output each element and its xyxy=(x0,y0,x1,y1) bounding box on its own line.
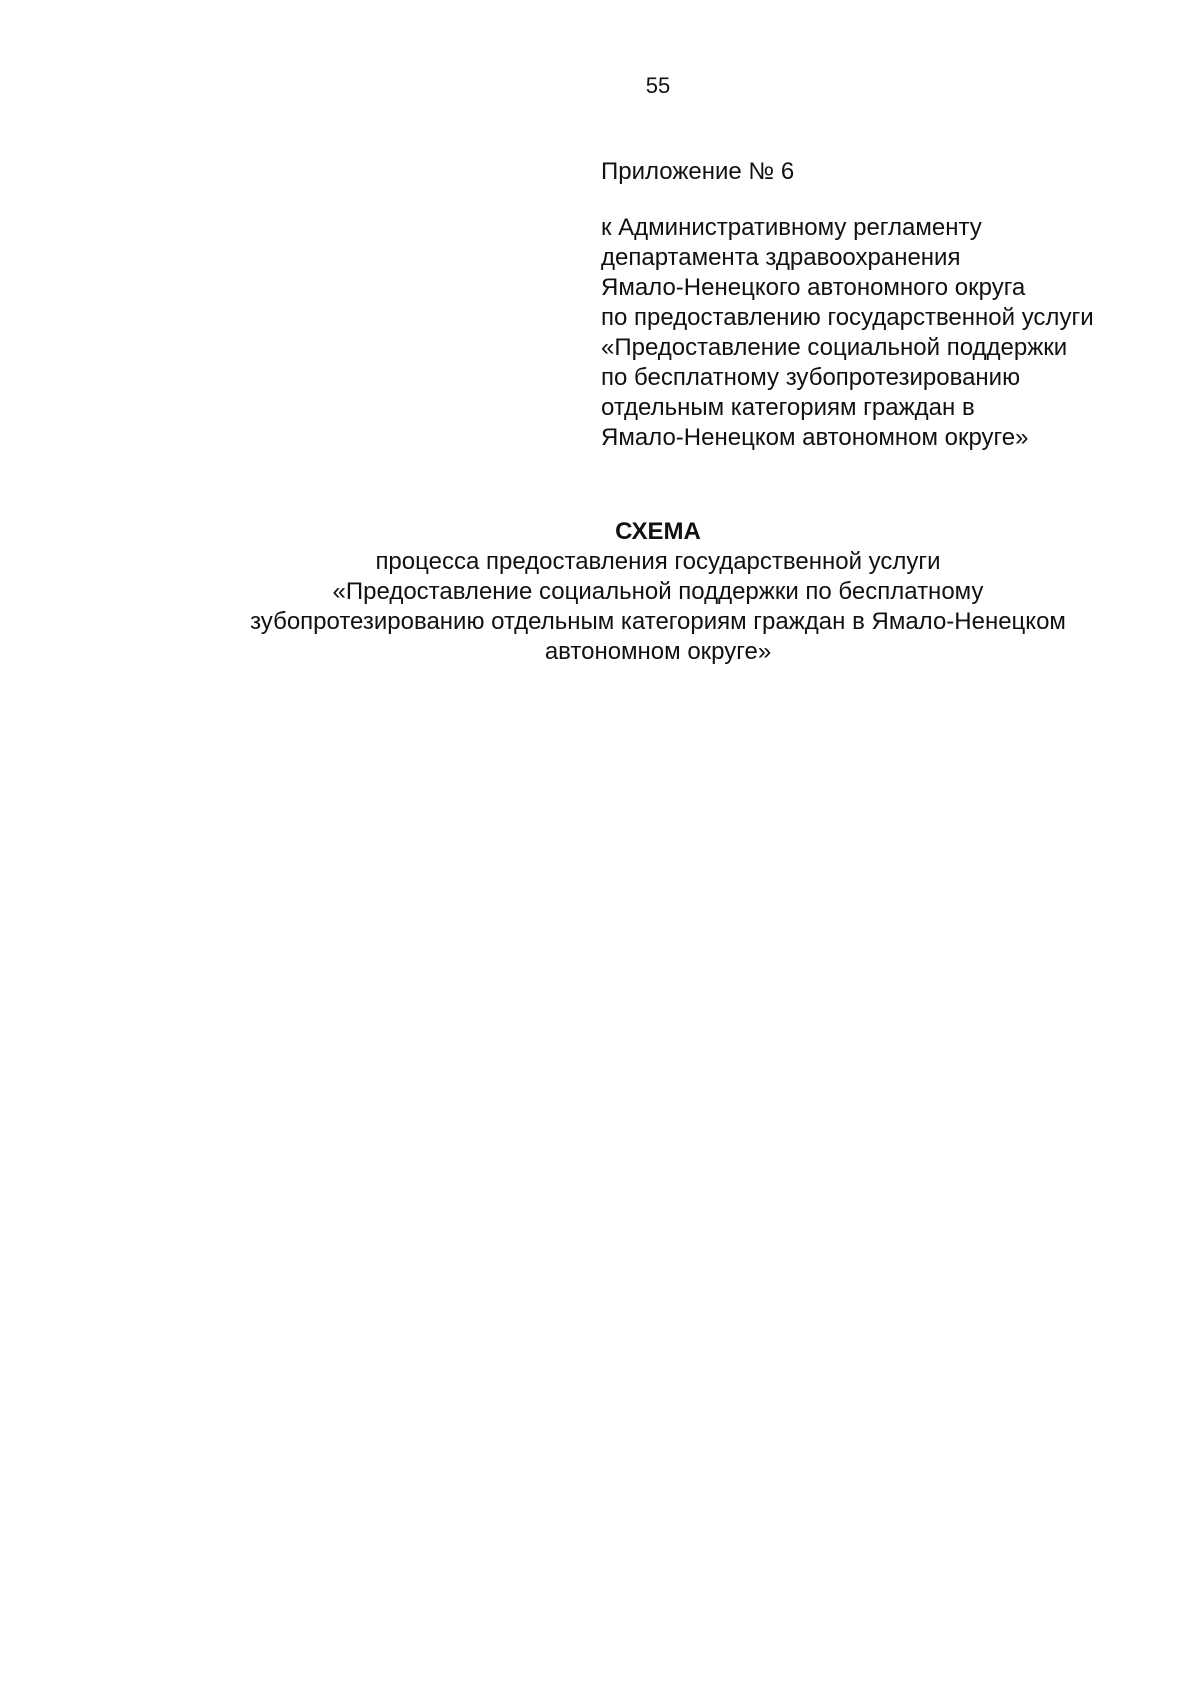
appendix-line: департамента здравоохранения xyxy=(601,244,961,271)
appendix-title: Приложение № 6 xyxy=(601,158,795,185)
page-number: 55 xyxy=(645,73,671,98)
appendix-reference xyxy=(601,213,1181,453)
scheme-heading xyxy=(0,517,1200,667)
scheme-subtitle-line: зубопротезированию отдельным категориям граждан в Ямало-Ненецком xyxy=(250,608,1066,635)
appendix-line: Ямало-Ненецком автономном округе» xyxy=(601,424,1029,451)
appendix-line: отдельным категориям граждан в xyxy=(601,394,975,421)
appendix-block xyxy=(601,157,1181,453)
scheme-subtitle-line: процесса предоставления государственной услуги xyxy=(375,548,941,575)
appendix-line: к Административному регламенту xyxy=(601,214,982,241)
scheme-title: СХЕМА xyxy=(615,518,701,545)
scheme-subtitle-line: «Предоставление социальной поддержки по бесплатному xyxy=(332,578,984,605)
appendix-line: Ямало-Ненецкого автономного округа xyxy=(601,274,1026,301)
appendix-line: по предоставлению государственной услуги xyxy=(601,304,1094,331)
scheme-subtitle-line: автономном округе» xyxy=(544,638,772,665)
appendix-line: «Предоставление социальной поддержки xyxy=(601,334,1068,361)
appendix-line: по бесплатному зубопротезированию xyxy=(601,364,1021,391)
